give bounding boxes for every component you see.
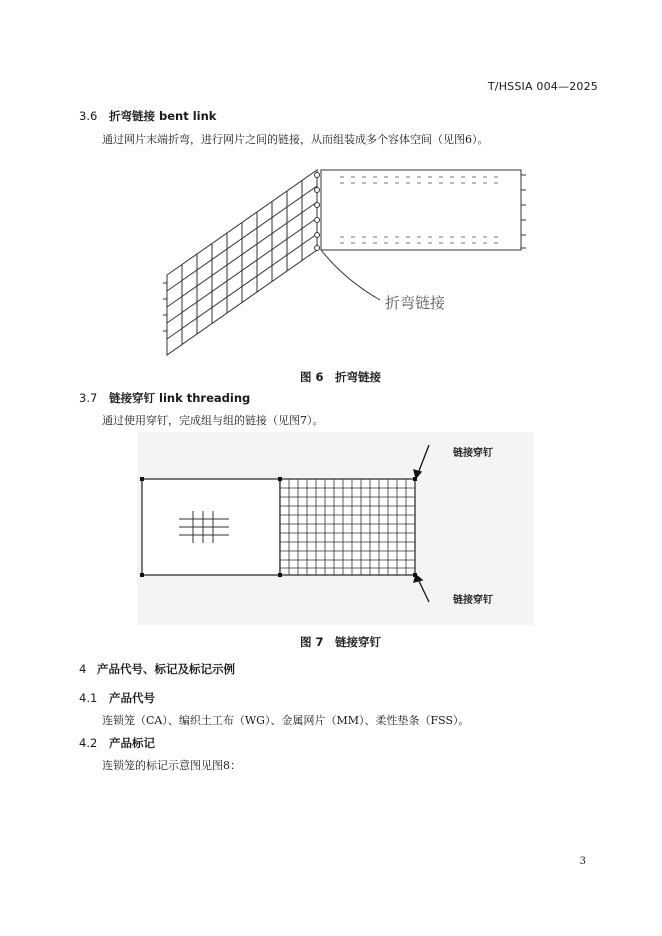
section-title: 产品代号、标记及标记示例 — [97, 662, 235, 676]
figure-6-label: 折弯链接 — [385, 294, 446, 312]
page-number: 3 — [579, 856, 586, 867]
section-3-6-text: 通过网片末端折弯，进行网片之间的链接，从而组装成多个容体空间（见图6）。 — [102, 133, 489, 146]
section-number: 4.2 — [79, 736, 98, 750]
section-number: 3.6 — [79, 109, 98, 123]
section-number: 3.7 — [79, 391, 98, 405]
section-number: 4 — [79, 662, 87, 676]
section-title: 产品代号 — [109, 691, 155, 705]
figure-7-label-bottom: 链接穿钉 — [453, 595, 493, 606]
section-title: 折弯链接 bent link — [109, 109, 217, 123]
section-4-2-heading — [79, 735, 155, 751]
figure-6-drawing — [145, 155, 530, 360]
section-title: 链接穿钉 link threading — [109, 391, 251, 405]
section-4-1-text: 连锁笼（CA）、编织土工布（WG）、金属网片（MM）、柔性垫条（FSS）。 — [102, 714, 470, 727]
figure-6 — [145, 155, 530, 360]
section-3-6-heading — [79, 108, 216, 124]
figure-7-label-top: 链接穿钉 — [453, 448, 493, 459]
section-4-2-text: 连锁笼的标记示意图见图8： — [102, 759, 241, 772]
section-number: 4.1 — [79, 691, 98, 705]
figure-7-caption: 图 7 链接穿钉 — [300, 635, 382, 649]
section-4-1-heading — [79, 690, 155, 706]
figure-6-caption: 图 6 折弯链接 — [300, 370, 382, 384]
section-3-7-heading — [79, 390, 250, 406]
section-3-7-text: 通过使用穿钉，完成组与组的链接（见图7）。 — [102, 414, 324, 427]
section-title: 产品标记 — [109, 736, 155, 750]
figure-7 — [137, 432, 534, 625]
section-4-heading — [79, 661, 235, 677]
document-id: T/HSSIA 004—2025 — [487, 80, 598, 93]
